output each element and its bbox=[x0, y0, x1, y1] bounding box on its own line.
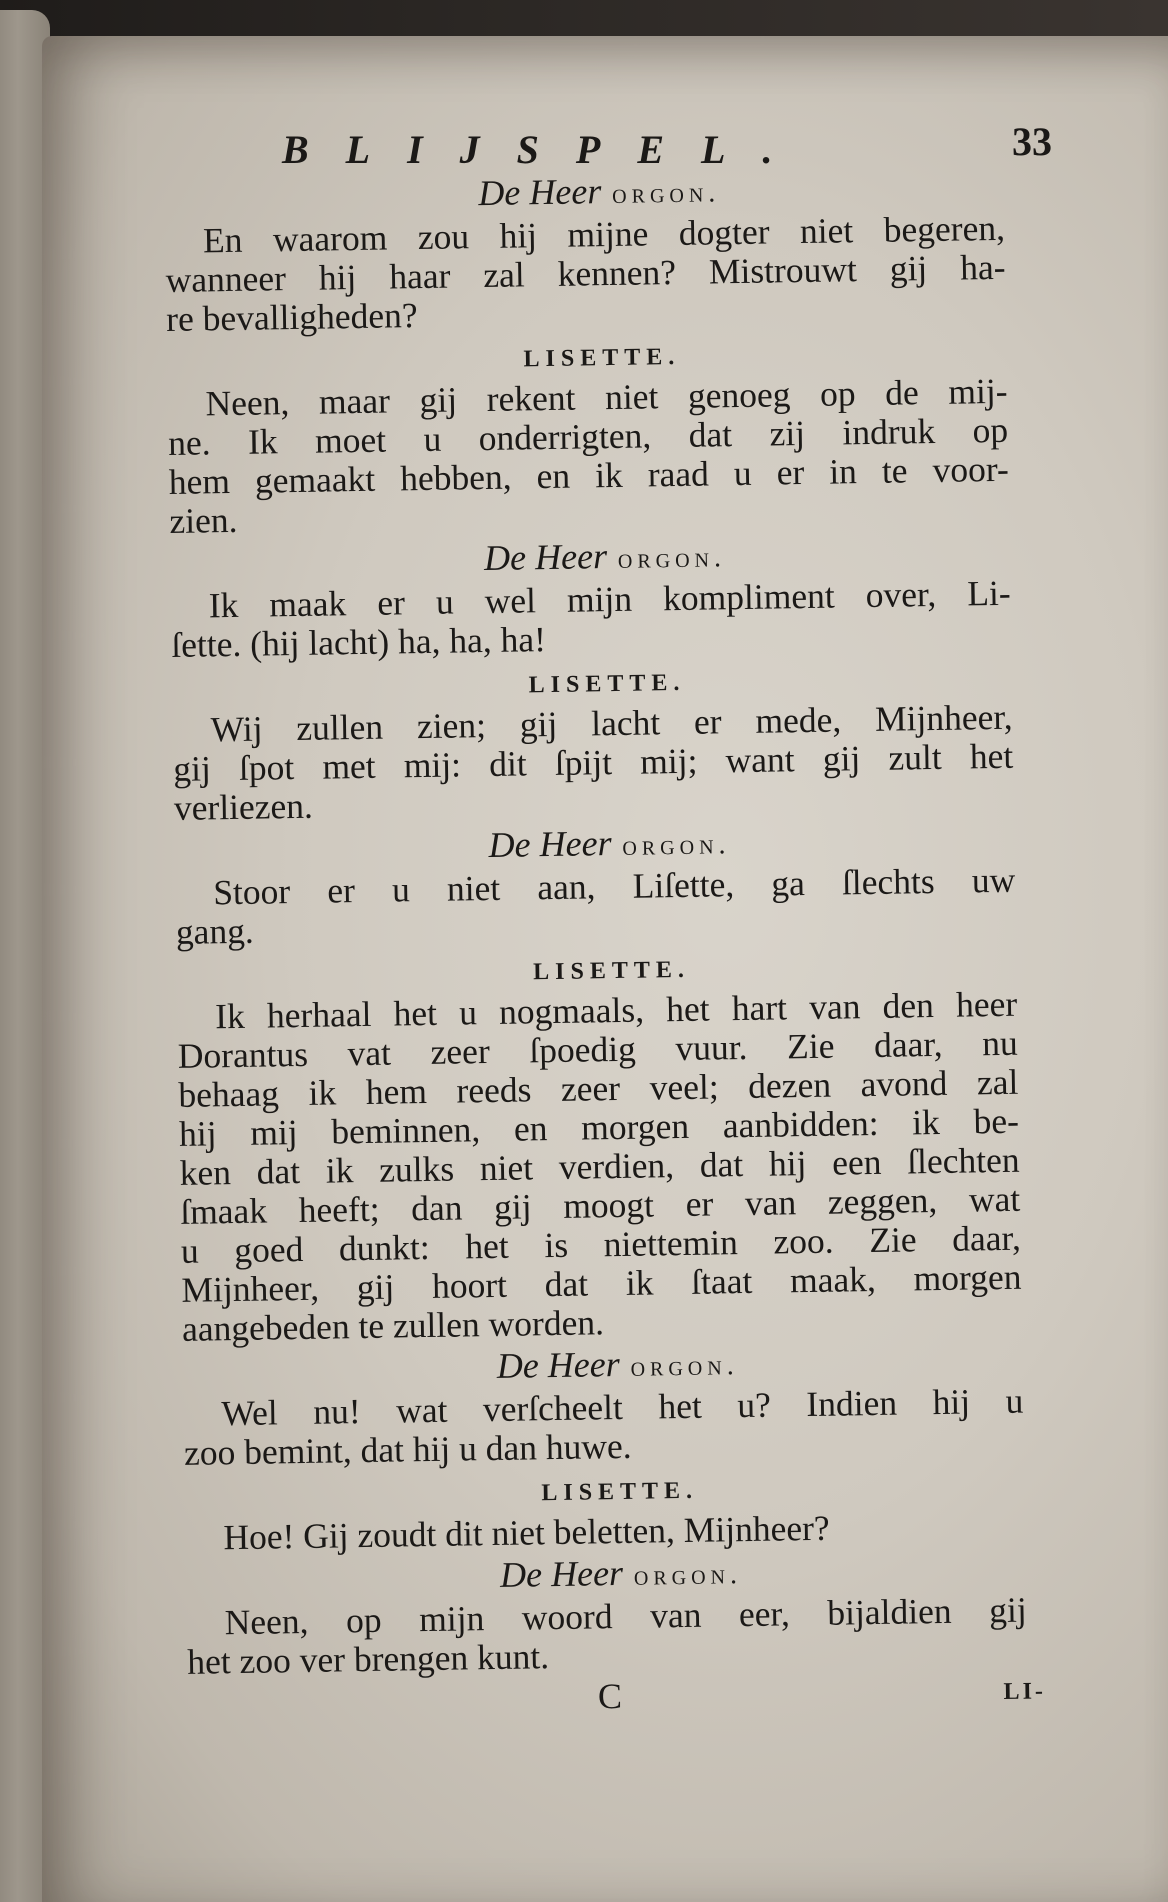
speaker-name: LISETTE. bbox=[541, 1477, 699, 1507]
speaker-title: De Heer bbox=[478, 171, 602, 214]
running-title: BLIJSPEL. bbox=[282, 127, 810, 172]
text-line: Neen, maar gij rekent niet genoeg op de mij- bbox=[205, 370, 1008, 424]
text-line: Mijnheer, gij hoort dat ik ſtaat maak, morgen bbox=[181, 1256, 1022, 1310]
speaker-name: orgon. bbox=[633, 1559, 743, 1592]
speaker-title: De Heer bbox=[488, 823, 612, 865]
text-line: zien. bbox=[169, 499, 238, 541]
book-page bbox=[42, 36, 1168, 1902]
text-line: hem gemaakt hebben, en ik raad u er in te voor- bbox=[168, 448, 1010, 502]
text-line: het zoo ver brengen kunt. bbox=[187, 1636, 550, 1682]
text-line: Neen, op mijn woord van eer, bijaldien gij bbox=[224, 1589, 1027, 1643]
text-line: En waarom zou hij mijne dogter niet begeren, bbox=[202, 207, 1006, 261]
text-line: ſette. (hij lacht) ha, ha, ha! bbox=[171, 619, 547, 665]
speaker-title: De Heer bbox=[499, 1552, 624, 1595]
speaker-name: orgon. bbox=[630, 1350, 739, 1383]
catchword: LI- bbox=[1003, 1678, 1047, 1705]
text-line: gij ſpot met mij: dit ſpijt mij; want gij zult het bbox=[173, 735, 1014, 789]
text-line: Ik maak er u wel mijn kompliment over, Li- bbox=[208, 572, 1011, 626]
text-line: u goed dunkt: het is niettemin zoo. Zie daar, bbox=[180, 1217, 1022, 1271]
text-line: behaag ik hem reeds zeer veel; dezen avond zal bbox=[178, 1061, 1019, 1115]
text-line: hij mij beminnen, en morgen aanbidden: ik be- bbox=[178, 1100, 1020, 1154]
text-line: aangebeden te zullen worden. bbox=[181, 1302, 605, 1349]
text-line: wanneer hij haar zal kennen? Mistrouwt gij ha- bbox=[165, 246, 1006, 300]
speaker-name: LISETTE. bbox=[523, 343, 681, 373]
text-line: zoo bemint, dat hij u dan huwe. bbox=[183, 1425, 632, 1473]
page-number: 33 bbox=[1012, 119, 1052, 164]
text-line: gang. bbox=[175, 910, 255, 952]
text-line: ſmaak heeft; dan gij moogt er van zeggen, wat bbox=[179, 1178, 1021, 1232]
text-line: ne. Ik moet u onderrigten, dat zij indruk op bbox=[167, 409, 1009, 463]
speaker-name: orgon. bbox=[622, 829, 731, 862]
signature-mark: C bbox=[597, 1675, 623, 1717]
text-line: re bevalligheden? bbox=[165, 295, 418, 339]
dialogue-text bbox=[164, 162, 1058, 1725]
text-line: Stoor er u niet aan, Liſette, ga ſlechts uw bbox=[212, 859, 1016, 913]
speaker-name: orgon. bbox=[617, 542, 727, 575]
speaker-name: LISETTE. bbox=[532, 956, 691, 986]
text-line: verliezen. bbox=[173, 785, 314, 828]
text-line: Hoe! Gij zoudt dit niet beletten, Mijnheer? bbox=[223, 1507, 830, 1558]
text-line: Ik herhaal het u nogmaals, het hart van den heer bbox=[214, 983, 1018, 1037]
speaker-name: orgon. bbox=[611, 177, 721, 210]
text-line: Dorantus vat zeer ſpoedig vuur. Zie daar, nu bbox=[177, 1022, 1019, 1076]
text-line: ken dat ik zulks niet verdien, dat hij een ſlechten bbox=[179, 1139, 1020, 1193]
dialogue-blocks bbox=[164, 164, 1058, 1681]
text-line: Wij zullen zien; gij lacht er mede, Mijnheer, bbox=[210, 696, 1013, 750]
text-line: Wel nu! wat verſcheelt het u? Indien hij u bbox=[221, 1380, 1024, 1434]
speaker-title: De Heer bbox=[496, 1343, 621, 1386]
speaker-title: De Heer bbox=[483, 536, 608, 579]
speaker-name: LISETTE. bbox=[528, 669, 686, 699]
